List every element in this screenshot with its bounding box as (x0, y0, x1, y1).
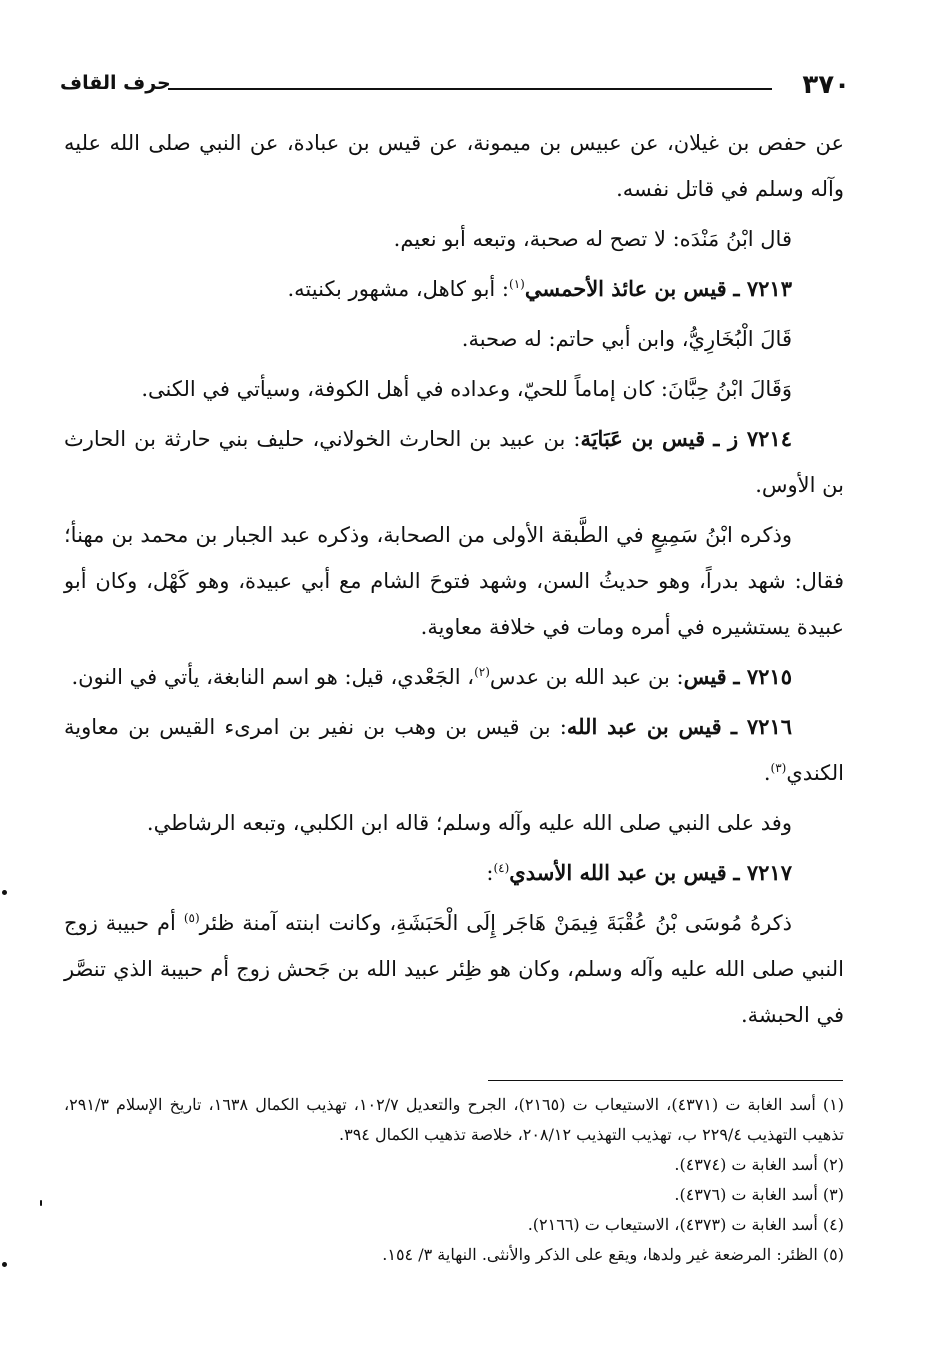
biography-entry-7214 (64, 416, 844, 508)
page-number: ٣٧٠ (802, 70, 850, 100)
page-header (60, 70, 850, 104)
paragraph (64, 800, 844, 846)
paragraph (64, 366, 844, 412)
paragraph (64, 120, 844, 212)
footnote: (١) أسد الغابة ت (٤٣٧١)، الاستيعاب ت (٢١٦٥)، الجرح والتعديل ١٠٢/٧، تهذيب الكمال ١٦٣٨، تاريخ الإسلام ٢٩١/٣، تذهيب التهذيب ٢٢٩/٤ ب، تهذيب التهذيب ٢٠٨/١٢، خلاصة تذهيب الكمال ٣٩٤. (64, 1095, 845, 1144)
scan-speck (40, 1200, 42, 1206)
biography-entry-7217 (64, 850, 844, 896)
entry-name: قيس بن عبد الله (566, 714, 722, 739)
paragraph-text: أم حبيبة زوج النبي صلى الله عليه وآله وسلم، وكان هو ظِئر عبيد الله بن جَحش زوج أم حبيبة الذي تنصَّر في الحبشة. (64, 911, 844, 1027)
entry-number: ٧٢١٧ ـ (733, 860, 792, 885)
footnote: (٥) الظئر: المرضعة غير ولدها، ويقع على الذكر والأنثى. النهاية ٣/ ١٥٤. (382, 1245, 844, 1264)
entry-text: : بن عبد الله بن عدس (489, 665, 684, 689)
paragraph (64, 512, 844, 650)
biography-entry-7215 (64, 654, 844, 700)
paragraph-text: وَقَالَ ابْنُ حِبَّانَ: كان إماماً للحيّ، وعداده في أهل الكوفة، وسيأتي في الكنى. (141, 377, 792, 401)
paragraph-text: وذكره ابْنُ سَمِيعٍ في الطَّبقة الأولى من الصحابة، وذكره عبد الجبار بن محمد بن مهنأ؛ فقال: شهد بدراً، وهو حديثُ السن، وشهد فتوحَ الشام مع أبي عبيدة، وهو كَهْل، وكان أبو عبيدة يستشيره في أمره ومات في خلافة معاوية. (64, 523, 844, 639)
header-rule (168, 88, 772, 90)
footnote-ref: (٥) (183, 911, 200, 925)
entry-number: ٧٢١٤ ز ـ (713, 426, 792, 451)
scan-speck (2, 890, 7, 895)
entry-name: قيس بن عبد الله الأسدي (509, 860, 727, 885)
entry-number: ٧٢١٦ ـ (730, 714, 793, 739)
biography-entry-7213 (64, 266, 844, 312)
footnote-ref: (٢) (474, 665, 490, 679)
footnote-ref: (٤) (493, 861, 510, 875)
paragraph (64, 216, 844, 262)
entry-name: قيس (683, 664, 727, 689)
scan-speck (2, 1262, 7, 1267)
entry-text: : بن قيس بن وهب بن نفير بن امرىء القيس بن معاوية الكندي (64, 715, 844, 785)
paragraph-text: قال ابْنُ مَنْدَه: لا تصح له صحبة، وتبعه أبو نعيم. (393, 227, 792, 251)
entry-number: ٧٢١٣ ـ (733, 276, 792, 301)
paragraph (64, 900, 844, 1038)
paragraph (64, 316, 844, 362)
footnote-separator (488, 1080, 843, 1081)
footnote: (٣) أسد الغابة ت (٤٣٧٦). (674, 1185, 844, 1204)
entry-text: : أبو كاهل، مشهور بكنيته. (287, 277, 509, 301)
entry-name: قيس بن عَبَايَة (580, 426, 706, 451)
paragraph-text: عن حفص بن غيلان، عن عبيس بن ميمونة، عن قيس بن عبادة، عن النبي صلى الله عليه وآله وسلم في قاتل نفسه. (64, 131, 844, 201)
footnote: (٤) أسد الغابة ت (٤٣٧٣)، الاستيعاب ت (٢١٦٦). (527, 1215, 844, 1234)
entry-text: ، الجَعْدي، قيل: هو اسم النابغة، يأتي في النون. (71, 665, 475, 689)
footnotes (64, 1090, 844, 1270)
entry-name: قيس بن عائذ الأحمسي (524, 276, 727, 301)
entry-text: : بن عبيد بن الحارث الخولاني، حليف بني حارثة بن الحارث بن الأوس. (64, 427, 844, 497)
entry-text: : (486, 861, 494, 885)
biography-entry-7216 (64, 704, 844, 796)
footnote-ref: (٣) (770, 761, 787, 775)
chapter-title: حرف القاف (60, 72, 171, 94)
paragraph-text: قَالَ الْبُخَارِيُّ، وابن أبي حاتم: له صحبة. (461, 327, 792, 351)
entry-text: . (763, 761, 771, 785)
footnote: (٢) أسد الغابة ت (٤٣٧٤). (674, 1155, 844, 1174)
main-text (64, 120, 844, 1042)
entry-number: ٧٢١٥ ـ (733, 664, 792, 689)
paragraph-text: وفد على النبي صلى الله عليه وآله وسلم؛ قاله ابن الكلبي، وتبعه الرشاطي. (146, 811, 792, 835)
paragraph-text: ذكرهُ مُوسَى بْنُ عُقْبَةَ فِيمَنْ هَاجَر إِلَى الْحَبَشَةِ، وكانت ابنته آمنة ظئر (199, 911, 793, 935)
footnote-ref: (١) (509, 277, 525, 291)
